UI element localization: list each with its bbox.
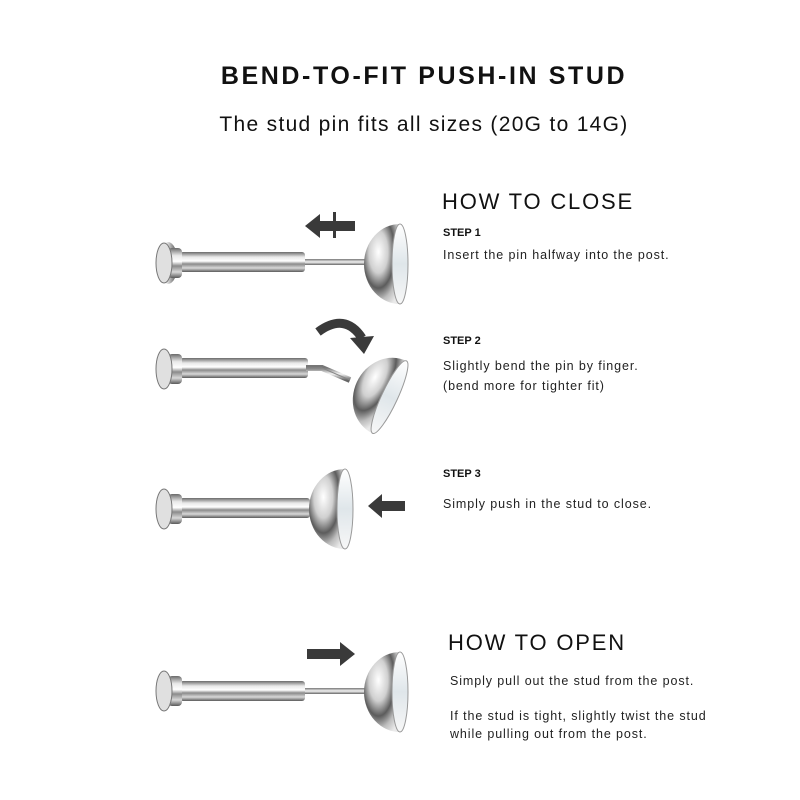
page-subtitle: The stud pin fits all sizes (20G to 14G): [219, 113, 629, 136]
arrow-left-icon: [368, 494, 405, 518]
step-3-label: STEP 3: [443, 468, 481, 480]
labret-post-icon: [156, 489, 310, 529]
labret-post-icon: [156, 671, 365, 711]
stud-top-icon: [364, 224, 408, 304]
stud-top-icon: [309, 469, 353, 549]
step-2-label: STEP 2: [443, 335, 481, 347]
step-2-text-line-2: (bend more for tighter fit): [443, 379, 605, 393]
how-to-close-heading: HOW TO CLOSE: [442, 189, 634, 214]
curved-arrow-clockwise-icon: [318, 323, 374, 354]
stud-top-icon: [340, 346, 414, 437]
arrow-left-with-stop-icon: [305, 212, 355, 238]
step-3-text: Simply push in the stud to close.: [443, 497, 652, 511]
step-1-illustration: [150, 200, 430, 320]
open-text-1: Simply pull out the stud from the post.: [450, 674, 695, 688]
step-3-illustration: [150, 460, 430, 560]
stud-top-icon: [364, 652, 408, 732]
step-2-illustration: [150, 310, 430, 440]
arrow-right-icon: [307, 642, 355, 666]
labret-post-icon: [156, 242, 365, 284]
page-title: BEND-TO-FIT PUSH-IN STUD: [220, 62, 628, 90]
open-text-2-line-2: while pulling out from the post.: [450, 727, 648, 741]
open-illustration: [150, 630, 430, 740]
step-2-text-line-1: Slightly bend the pin by finger.: [443, 359, 639, 373]
how-to-open-heading: HOW TO OPEN: [448, 630, 626, 655]
open-text-2-line-1: If the stud is tight, slightly twist the stud: [450, 709, 707, 723]
labret-post-icon: [156, 349, 350, 389]
step-1-text: Insert the pin halfway into the post.: [443, 248, 670, 262]
step-1-label: STEP 1: [443, 227, 481, 239]
